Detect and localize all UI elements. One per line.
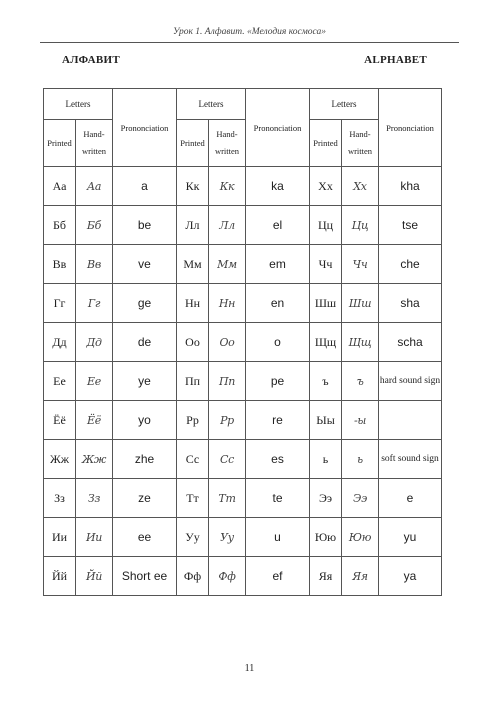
header-rule [40,42,459,43]
handwritten-header: Hand-written [342,120,379,167]
handwritten-letter: Йй [76,557,113,596]
handwritten-letter: Нн [209,284,246,323]
pronunciation [379,401,442,440]
handwritten-letter: Тт [209,479,246,518]
printed-letter: Хх [310,167,342,206]
handwritten-letter: Зз [76,479,113,518]
printed-letter: Сс [177,440,209,479]
pronunciation: en [246,284,310,323]
printed-letter: Лл [177,206,209,245]
pronunciation: em [246,245,310,284]
pronunciation: zhe [113,440,177,479]
handwritten-letter: Хх [342,167,379,206]
printed-letter: Йй [44,557,76,596]
pronunciation: kha [379,167,442,206]
table-row [44,440,442,479]
printed-letter: Ее [44,362,76,401]
printed-letter: Пп [177,362,209,401]
handwritten-letter: ь [342,440,379,479]
table-row [44,362,442,401]
pronunciation: be [113,206,177,245]
pronunciation: e [379,479,442,518]
alphabet-table [43,88,442,596]
printed-letter: Яя [310,557,342,596]
printed-letter: Ёё [44,401,76,440]
pronunciation: el [246,206,310,245]
printed-letter: Щщ [310,323,342,362]
handwritten-letter: Кк [209,167,246,206]
pronunciation: ef [246,557,310,596]
pronunciation: ee [113,518,177,557]
printed-letter: Нн [177,284,209,323]
handwritten-letter: -ы [342,401,379,440]
handwritten-letter: Шш [342,284,379,323]
printed-letter: Оо [177,323,209,362]
printed-letter: Ыы [310,401,342,440]
printed-letter: Уу [177,518,209,557]
table-row [44,518,442,557]
handwritten-letter: Цц [342,206,379,245]
pronunciation: soft sound sign [379,440,442,479]
handwritten-letter: ъ [342,362,379,401]
handwritten-letter: Дд [76,323,113,362]
pronunciation: ve [113,245,177,284]
handwritten-letter: Аа [76,167,113,206]
printed-letter: ь [310,440,342,479]
printed-letter: Рр [177,401,209,440]
handwritten-letter: Уу [209,518,246,557]
printed-letter: Вв [44,245,76,284]
running-header: Урок 1. Алфавит. «Мелодия космоса» [172,27,327,37]
handwritten-header: Hand-written [76,120,113,167]
pronunciation: Short ee [113,557,177,596]
handwritten-letter: Рр [209,401,246,440]
handwritten-letter: Ээ [342,479,379,518]
printed-letter: Бб [44,206,76,245]
printed-letter: Чч [310,245,342,284]
handwritten-header: Hand-written [209,120,246,167]
pronunciation: de [113,323,177,362]
pronunciation: hard sound sign [379,362,442,401]
pronunciation: ya [379,557,442,596]
pronunciation: che [379,245,442,284]
alphabet-table-body [44,167,442,596]
handwritten-letter: Бб [76,206,113,245]
pronunciation: pe [246,362,310,401]
pronunciation-header: Prononciation [113,89,177,167]
table-row [44,284,442,323]
handwritten-letter: Лл [209,206,246,245]
handwritten-letter: Ии [76,518,113,557]
printed-header: Printed [310,120,342,167]
table-row [44,479,442,518]
title-english: ALPHABET [364,54,427,66]
handwritten-letter: Жж [76,440,113,479]
handwritten-letter: Щщ [342,323,379,362]
handwritten-letter: Мм [209,245,246,284]
table-row [44,323,442,362]
pronunciation: a [113,167,177,206]
pronunciation: sha [379,284,442,323]
letters-header: Letters [44,89,113,120]
printed-letter: Мм [177,245,209,284]
letters-header: Letters [177,89,246,120]
pronunciation-header: Prononciation [379,89,442,167]
handwritten-letter: Юю [342,518,379,557]
pronunciation: yo [113,401,177,440]
handwritten-letter: Вв [76,245,113,284]
pronunciation: scha [379,323,442,362]
title-russian: АЛФАВИТ [62,54,121,66]
pronunciation: u [246,518,310,557]
handwritten-letter: Сс [209,440,246,479]
pronunciation: te [246,479,310,518]
printed-letter: ъ [310,362,342,401]
printed-letter: Кк [177,167,209,206]
table-row [44,245,442,284]
pronunciation: ge [113,284,177,323]
pronunciation: ze [113,479,177,518]
printed-letter: Дд [44,323,76,362]
printed-letter: Тт [177,479,209,518]
handwritten-letter: Ёё [76,401,113,440]
printed-letter: Ээ [310,479,342,518]
pronunciation: ye [113,362,177,401]
printed-letter: Цц [310,206,342,245]
printed-letter: Ии [44,518,76,557]
table-row [44,557,442,596]
handwritten-letter: Гг [76,284,113,323]
printed-letter: Юю [310,518,342,557]
printed-letter: Фф [177,557,209,596]
pronunciation: o [246,323,310,362]
table-row [44,401,442,440]
table-row [44,167,442,206]
printed-letter: Шш [310,284,342,323]
pronunciation: ka [246,167,310,206]
handwritten-letter: Пп [209,362,246,401]
page-number: 11 [244,663,255,674]
printed-letter: Жж [44,440,76,479]
printed-letter: Зз [44,479,76,518]
handwritten-letter: Яя [342,557,379,596]
pronunciation: re [246,401,310,440]
handwritten-letter: Ее [76,362,113,401]
printed-header: Printed [44,120,76,167]
handwritten-letter: Фф [209,557,246,596]
pronunciation-header: Prononciation [246,89,310,167]
printed-letter: Аа [44,167,76,206]
letters-header: Letters [310,89,379,120]
table-row [44,206,442,245]
printed-header: Printed [177,120,209,167]
handwritten-letter: Чч [342,245,379,284]
pronunciation: es [246,440,310,479]
pronunciation: yu [379,518,442,557]
printed-letter: Гг [44,284,76,323]
handwritten-letter: Оо [209,323,246,362]
pronunciation: tse [379,206,442,245]
